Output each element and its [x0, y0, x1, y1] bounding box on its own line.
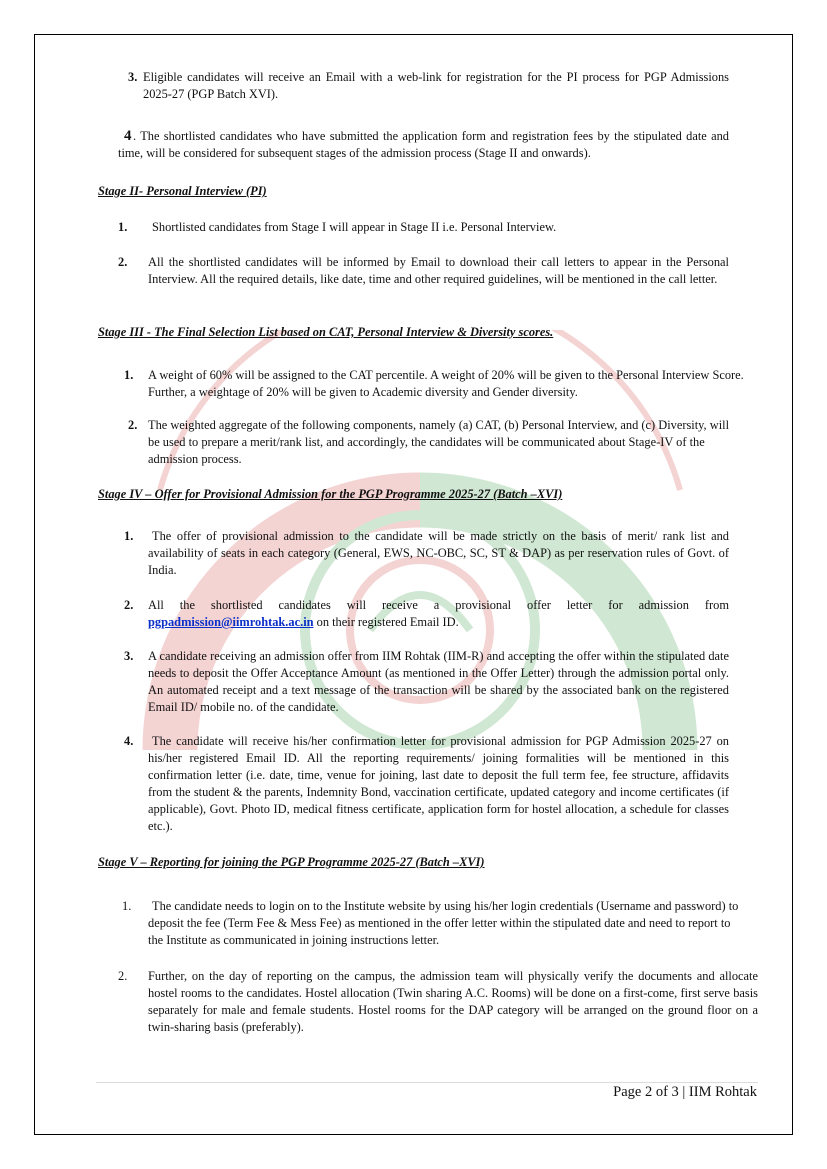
item-number: 3. [128, 70, 138, 84]
item-text: Further, on the day of reporting on the campus, the admission team will physically verify the documents and allocate hostel rooms to the candidates. Hostel allocation (Twin sharing A.C. Rooms) will be done on a first-come, first serve basis separately for male and female students. Hostel rooms for the DAP category will be arranged on the ground floor on a twin-sharing basis (preferably). [148, 969, 758, 1034]
item-text: The weighted aggregate of the following components, namely (a) CAT, (b) Personal Interview, and (c) Diversity, will be used to prepare a merit/rank list, and accordingly, the candidates will be communicated about Stage-IV of the admission process. [148, 418, 730, 466]
item-text-line [148, 614, 729, 631]
item-number: 4 [124, 128, 132, 144]
item-text: The candidate will receive his/her confirmation letter for provisional admission for PGP Admission 2025-27 on his/her registered Email ID. All the reporting requirements/ joining formalities will be mentioned in this confirmation letter (i.e. date, time, venue for joining, last date to deposit the full term fee, fee structure, affidavits from the student & the parents, Indemnity Bond, vaccination certificate, updated category and income certificates (if applicable), Govt. Photo ID, medical fitness certificate, application form for hostel allocation, a schedule for classes etc.). [148, 734, 729, 833]
item-number: 1. [124, 529, 134, 543]
admission-email-link[interactable]: pgpadmission@iimrohtak.ac.in [148, 615, 314, 629]
item-text-tail: on their registered Email ID. [313, 615, 459, 629]
item-number: 3. [124, 649, 134, 663]
item-number: 1. [124, 368, 134, 382]
item-number: 2. [124, 598, 134, 612]
section-heading: Stage V – Reporting for joining the PGP Programme 2025-27 (Batch –XVI) [98, 855, 485, 869]
item-text: A weight of 60% will be assigned to the CAT percentile. A weight of 20% will be given to the Personal Interview Score. Further, a weightage of 20% will be given to Academic diversity and Gender diversity. [148, 368, 744, 399]
item-text: A candidate receiving an admission offer from IIM Rohtak (IIM-R) and accepting the offer within the stipulated date needs to deposit the Offer Acceptance Amount (as mentioned in the Offer Letter) through the admission portal only. An automated receipt and a text message of the transaction will be shared by the associated bank on the registered Email ID/ mobile no. of the candidate. [148, 649, 729, 714]
item-number: 2. [118, 255, 128, 269]
item-text: Shortlisted candidates from Stage I will appear in Stage II i.e. Personal Interview. [152, 220, 557, 234]
item-number: 1. [122, 899, 132, 913]
item-number: 2. [118, 969, 128, 983]
item-text: All the shortlisted candidates will be informed by Email to download their call letters to appear in the Personal Interview. All the required details, like date, time and other required guidelines, will be mentioned in the call letter. [148, 255, 729, 286]
item-number: 4. [124, 734, 134, 748]
item-text: The candidate needs to login on to the Institute website by using his/her login credentials (Username and password) to deposit the fee (Term Fee & Mess Fee) as mentioned in the offer letter within the stipulated date and need to report to the Institute as communicated in joining instructions letter. [148, 899, 739, 947]
item-number: 1. [118, 220, 128, 234]
item-text-line: All the shortlisted candidates will receive a provisional offer letter for admission from [148, 598, 729, 612]
item-number: 2. [128, 418, 138, 432]
footer-divider [96, 1082, 758, 1083]
section-heading: Stage III - The Final Selection List based on CAT, Personal Interview & Diversity scores. [98, 325, 554, 339]
section-heading: Stage II- Personal Interview (PI) [98, 184, 267, 198]
page-footer: Page 2 of 3 | IIM Rohtak [613, 1084, 757, 1100]
item-text: . The shortlisted candidates who have submitted the application form and registration fees by the stipulated date and time, will be considered for subsequent stages of the admission process (Stage II and onwards). [118, 129, 729, 160]
item-text: Eligible candidates will receive an Email with a web-link for registration for the PI process for PGP Admissions 2025-27 (PGP Batch XVI). [143, 70, 729, 101]
item-text [148, 597, 729, 631]
item-text: The offer of provisional admission to the candidate will be made strictly on the basis of merit/ rank list and availability of seats in each category (General, EWS, NC-OBC, SC, ST & DAP) as per reservation rules of Govt. of India. [148, 529, 729, 577]
section-heading: Stage IV – Offer for Provisional Admission for the PGP Programme 2025-27 (Batch –XVI) [98, 487, 563, 501]
